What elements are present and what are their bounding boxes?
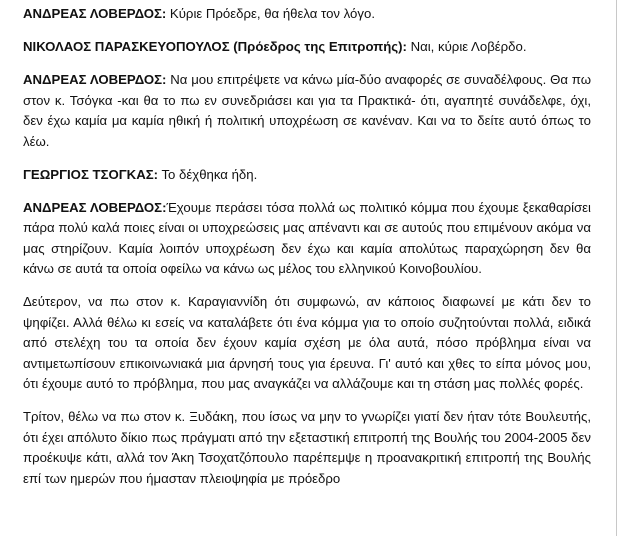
page-edge-divider bbox=[616, 0, 617, 536]
speaker-name: ΑΝΔΡΕΑΣ ΛΟΒΕΡΔΟΣ: bbox=[23, 6, 167, 21]
paragraph-text: Να μου επιτρέψετε να κάνω μία-δύο αναφορές σε συναδέλφους. Θα πω στον κ. Τσόγκα -και θα το πω εν συνεδριάσει και για τα Πρακτικά- ότι, αγαπητέ συνάδελφε, όχι, δεν έχω καμία μα καμία ηθική ή πολιτική υποχρέωση σε κανέναν. Και να το δείτε αυτό όπως το λέω. bbox=[23, 72, 591, 149]
paragraph-6 bbox=[23, 292, 591, 395]
speaker-name: ΑΝΔΡΕΑΣ ΛΟΒΕΡΔΟΣ: bbox=[23, 72, 167, 87]
document-body bbox=[23, 4, 591, 502]
paragraph-text: Το δέχθηκα ήδη. bbox=[158, 166, 258, 182]
paragraph-5 bbox=[23, 198, 591, 280]
paragraph-3 bbox=[23, 70, 591, 152]
speaker-name: ΑΝΔΡΕΑΣ ΛΟΒΕΡΔΟΣ: bbox=[23, 199, 167, 215]
paragraph-2 bbox=[23, 37, 591, 58]
paragraph-text: Κύριε Πρόεδρε, θα ήθελα τον λόγο. bbox=[166, 6, 375, 21]
speaker-name: ΝΙΚΟΛΑΟΣ ΠΑΡΑΣΚΕΥΟΠΟΥΛΟΣ (Πρόεδρος της Επιτροπής): bbox=[23, 39, 407, 54]
paragraph-4 bbox=[23, 165, 591, 186]
paragraph-7 bbox=[23, 407, 591, 489]
speaker-name: ΓΕΩΡΓΙΟΣ ΤΣΟΓΚΑΣ: bbox=[23, 166, 159, 182]
paragraph-text: Ναι, κύριε Λοβέρδο. bbox=[406, 39, 527, 54]
paragraph-text: Τρίτον, θέλω να πω στον κ. Ξυδάκη, που ίσως να μην το γνωρίζει γιατί δεν ήταν τότε Βουλευτής, ότι έχει απόλυτο δίκιο πως πράγματι από την εξεταστική επιτροπή της Βουλής του 2004-2005 δεν προέκυψε κάτι, αλλά τον Άκη Τσοχατζόπουλο παρέπεμψε η προανακριτική επιτροπή της Βουλής επί των ημερών που ήμασταν πλειοψηφία με πρόεδρο bbox=[23, 409, 591, 486]
paragraph-text: Δεύτερον, να πω στον κ. Καραγιαννίδη ότι συμφωνώ, αν κάποιος διαφωνεί με κάτι δεν το ψηφίζει. Αλλά θέλω κι εσείς να καταλάβετε ότι ένα κόμμα για το οποίο συζητούνται πολλά, ειδικά από στελέχη του τα οποία δεν έχουν καμία σχέση με όλα αυτά, πόσο πρόβλημα είναι να αντιμετωπίσουν επικοινωνιακά μια άρνησή τους για έρευνα. Γι' αυτό και χθες το είπα μόνος μου, ότι έχουμε αυτό το πρόβλημα, που μας αναγκάζει να αλλάζουμε και τη στάση μας πολλές φορές. bbox=[23, 294, 591, 391]
paragraph-text: Έχουμε περάσει τόσα πολλά ως πολιτικό κόμμα που έχουμε ξεκαθαρίσει πάρα πολύ καλά ποιες είναι οι υποχρεώσεις μας απέναντι και σε αυτούς που επιμένουν ακόμα να μας στηρίζουν. Καμία λοιπόν υποχρέωση δεν έχω και καμία απολύτως παραχώρηση δεν θα κάνω σε αυτά τα οποία οφείλω να κάνω ως μέλος του ελληνικού Κοινοβουλίου. bbox=[23, 199, 591, 276]
paragraph-1 bbox=[23, 4, 591, 25]
